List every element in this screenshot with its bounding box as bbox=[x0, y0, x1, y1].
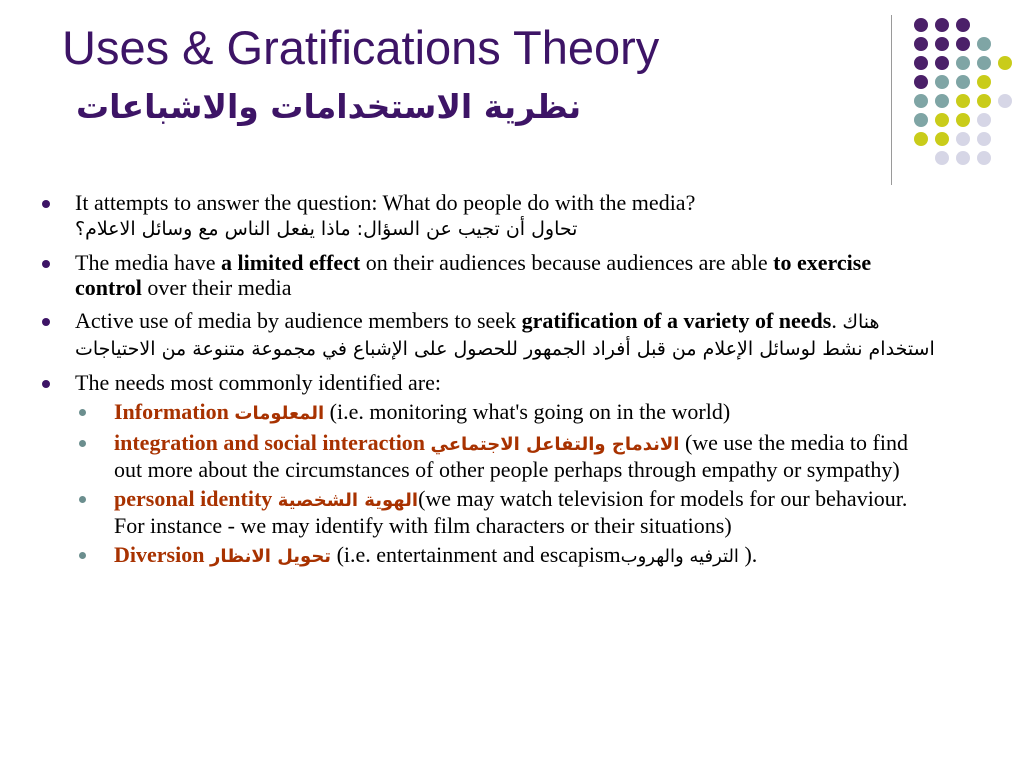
title-divider bbox=[891, 15, 892, 185]
sub-bullet-dot bbox=[79, 496, 86, 503]
dot-purple bbox=[935, 37, 949, 51]
need-label-en: personal identity bbox=[114, 486, 273, 511]
dot-yellow bbox=[956, 94, 970, 108]
dot-purple bbox=[935, 18, 949, 32]
bullet-dot bbox=[42, 260, 50, 268]
need-item-information bbox=[40, 399, 940, 426]
dot-lavender bbox=[998, 94, 1012, 108]
need-desc-post: ). bbox=[738, 542, 758, 567]
need-item-integration bbox=[40, 430, 940, 482]
bullet-needs-intro bbox=[40, 370, 940, 395]
dot-teal bbox=[935, 94, 949, 108]
dot-yellow bbox=[998, 56, 1012, 70]
dot-yellow bbox=[977, 75, 991, 89]
need-label-ar: المعلومات bbox=[234, 403, 325, 424]
need-desc: (we use the media to find out more about the circumstances of other people perhaps through empathy or sympathy) bbox=[114, 430, 908, 482]
bullet-active-use-bold1: gratification of a variety of needs bbox=[521, 308, 832, 333]
dot-lavender bbox=[977, 132, 991, 146]
dot-lavender bbox=[956, 132, 970, 146]
bullet-question bbox=[40, 190, 940, 242]
bullet-limited-effect-bold2: to exercise control bbox=[75, 250, 872, 300]
dot-lavender bbox=[977, 113, 991, 127]
need-label-en: Information bbox=[114, 399, 229, 424]
bullet-question-ar: تحاول أن تجيب عن السؤال: ماذا يفعل الناس مع وسائل الاعلام؟ bbox=[75, 218, 578, 240]
dot-lavender bbox=[956, 151, 970, 165]
dot-teal bbox=[914, 113, 928, 127]
bullet-limited-effect-t2: on their audiences because audiences are able bbox=[360, 250, 774, 275]
bullet-active-use-t1: Active use of media by audience members to seek bbox=[75, 308, 522, 333]
bullet-question-en: It attempts to answer the question: What do people do with the media? bbox=[75, 190, 696, 215]
need-label-ar: الاندماج والتفاعل الاجتماعي bbox=[430, 434, 680, 455]
bullet-dot bbox=[42, 200, 50, 208]
dot-lavender bbox=[935, 151, 949, 165]
dot-purple bbox=[956, 18, 970, 32]
dot-teal bbox=[914, 94, 928, 108]
slide-title-arabic: نظرية الاستخدامات والاشباعات bbox=[76, 87, 582, 126]
slide-title-english: Uses & Gratifications Theory bbox=[62, 21, 660, 74]
dot-purple bbox=[914, 75, 928, 89]
dot-purple bbox=[914, 56, 928, 70]
dot-purple bbox=[956, 37, 970, 51]
decorative-dot-grid bbox=[910, 18, 1015, 168]
bullet-limited-effect-t1: The media have bbox=[75, 250, 221, 275]
need-label-en: integration and social interaction bbox=[114, 430, 426, 455]
need-desc-ar: الترفيه والهروب bbox=[620, 546, 739, 567]
sub-bullet-dot bbox=[79, 440, 86, 447]
need-label-ar: الهوية الشخصية bbox=[277, 490, 419, 511]
dot-teal bbox=[977, 37, 991, 51]
dot-yellow bbox=[956, 113, 970, 127]
sub-bullet-dot bbox=[79, 552, 86, 559]
dot-teal bbox=[956, 75, 970, 89]
need-desc-pre: (i.e. entertainment and escapism bbox=[331, 542, 621, 567]
need-label-ar: تحويل الانظار bbox=[209, 546, 332, 567]
need-item-personal-identity bbox=[40, 486, 940, 538]
bullet-active-use bbox=[40, 308, 940, 362]
dot-purple bbox=[914, 37, 928, 51]
bullet-needs-intro-text: The needs most commonly identified are: bbox=[75, 370, 441, 395]
dot-teal bbox=[977, 56, 991, 70]
dot-purple bbox=[935, 56, 949, 70]
dot-purple bbox=[914, 18, 928, 32]
bullet-dot bbox=[42, 380, 50, 388]
bullet-active-use-t2: . bbox=[831, 308, 843, 333]
need-label-en: Diversion bbox=[114, 542, 205, 567]
dot-yellow bbox=[977, 94, 991, 108]
need-desc: (we may watch television for models for our behaviour. For instance - we may identify with film characters or their situations) bbox=[114, 486, 908, 538]
bullet-question-ar-line bbox=[75, 215, 940, 242]
dot-lavender bbox=[977, 151, 991, 165]
bullet-dot bbox=[42, 318, 50, 326]
bullet-limited-effect bbox=[40, 250, 940, 300]
dot-teal bbox=[956, 56, 970, 70]
dot-teal bbox=[935, 75, 949, 89]
dot-yellow bbox=[914, 132, 928, 146]
need-item-diversion bbox=[40, 542, 940, 569]
bullet-limited-effect-bold1: a limited effect bbox=[221, 250, 361, 275]
slide-body bbox=[40, 190, 940, 573]
dot-yellow bbox=[935, 113, 949, 127]
need-desc: (i.e. monitoring what's going on in the world) bbox=[324, 399, 731, 424]
bullet-active-use-ar: هناك استخدام نشط لوسائل الإعلام من قبل أفراد الجمهور للحصول على الإشباع في مجموعة متنوعة من الاحتياجات bbox=[75, 311, 935, 360]
dot-yellow bbox=[935, 132, 949, 146]
sub-bullet-dot bbox=[79, 409, 86, 416]
bullet-limited-effect-t3: over their media bbox=[141, 275, 292, 300]
